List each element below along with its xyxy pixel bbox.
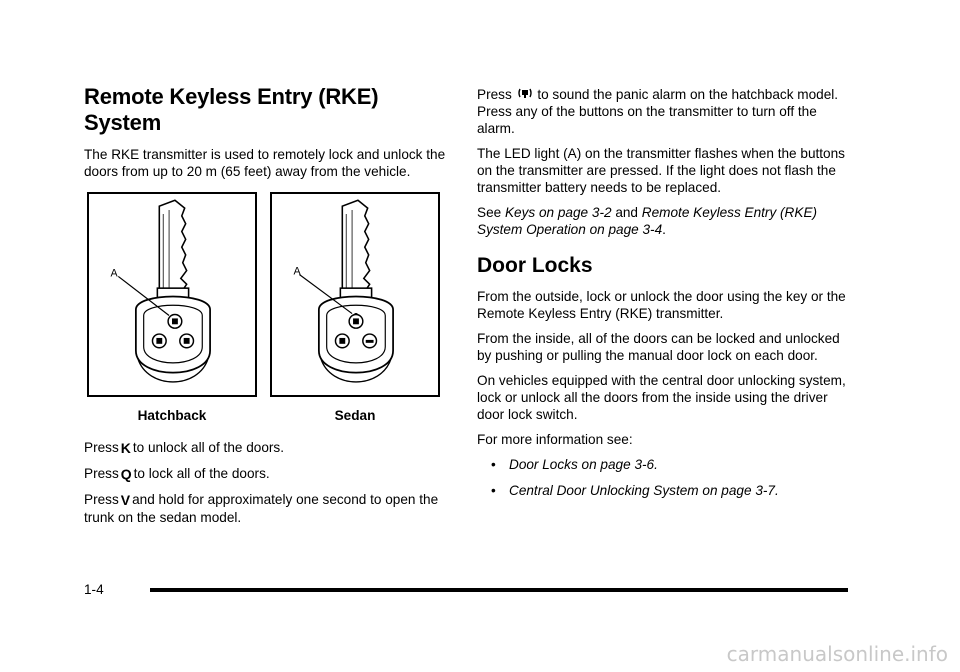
trunk-icon: V: [120, 492, 131, 508]
page-number: 1-4: [84, 582, 104, 597]
unlock-instruction: Press K to unlock all of the doors.: [84, 440, 285, 456]
hatchback-key-figure: [87, 192, 257, 397]
door-locks-heading: Door Locks: [477, 254, 593, 277]
sedan-caption: Sedan: [334, 408, 376, 423]
door-locks-p2: From the inside, all of the doors can be locked and unlocked by pushing or pulling the manual door lock on each door.: [477, 331, 840, 363]
right-column: [477, 86, 849, 508]
door-locks-p1: From the outside, lock or unlock the door using the key or the Remote Keyless Entry (RKE) transmitter.: [477, 289, 846, 321]
sedan-key-figure: [270, 192, 440, 397]
rke-operation-link[interactable]: Remote Keyless Entry (RKE) System Operation on page 3-4: [477, 205, 818, 237]
trunk-instruction: Press V and hold for approximately one second to open the trunk on the sedan model.: [84, 492, 439, 525]
watermark: carmanualsonline.info: [726, 642, 948, 666]
ref-central-door-unlocking[interactable]: • Central Door Unlocking System on page 3-7.: [499, 482, 849, 499]
sedan-key-illustration: [272, 194, 438, 395]
reference-list: [477, 456, 849, 499]
panic-horn-icon: [518, 87, 532, 101]
footer-rule: [150, 588, 848, 592]
panic-instruction: Press to sound the panic alarm on the hatchback model. Press any of the buttons on the transmitter to turn off the alarm.: [477, 87, 839, 136]
door-locks-p3: On vehicles equipped with the central door unlocking system, lock or unlock all the doors from the inside using the driver door lock switch.: [477, 373, 846, 422]
left-column: [84, 84, 456, 534]
rke-intro: The RKE transmitter is used to remotely lock and unlock the doors from up to 20 m (65 feet) away from the vehicle.: [84, 147, 446, 179]
see-also: See Keys on page 3-2 and Remote Keyless Entry (RKE) System Operation on page 3-4.: [477, 205, 818, 237]
led-label-a: A: [110, 267, 118, 280]
led-paragraph: The LED light (A) on the transmitter flashes when the buttons on the transmitter are pressed. If the light does not flash the transmitter battery needs to be replaced.: [477, 146, 845, 195]
door-locks-p4: For more information see:: [477, 432, 633, 447]
hatchback-caption: Hatchback: [137, 408, 207, 423]
keys-link[interactable]: Keys on page 3-2: [504, 205, 612, 220]
lock-instruction: Press Q to lock all of the doors.: [84, 466, 270, 482]
rke-heading: Remote Keyless Entry (RKE) System: [84, 84, 379, 135]
lock-icon: Q: [120, 466, 132, 482]
unlock-icon: K: [120, 440, 131, 456]
led-label-a: A: [293, 265, 301, 278]
ref-door-locks[interactable]: • Door Locks on page 3-6.: [499, 456, 849, 473]
key-figures: [84, 192, 456, 437]
hatchback-key-illustration: [89, 194, 255, 395]
